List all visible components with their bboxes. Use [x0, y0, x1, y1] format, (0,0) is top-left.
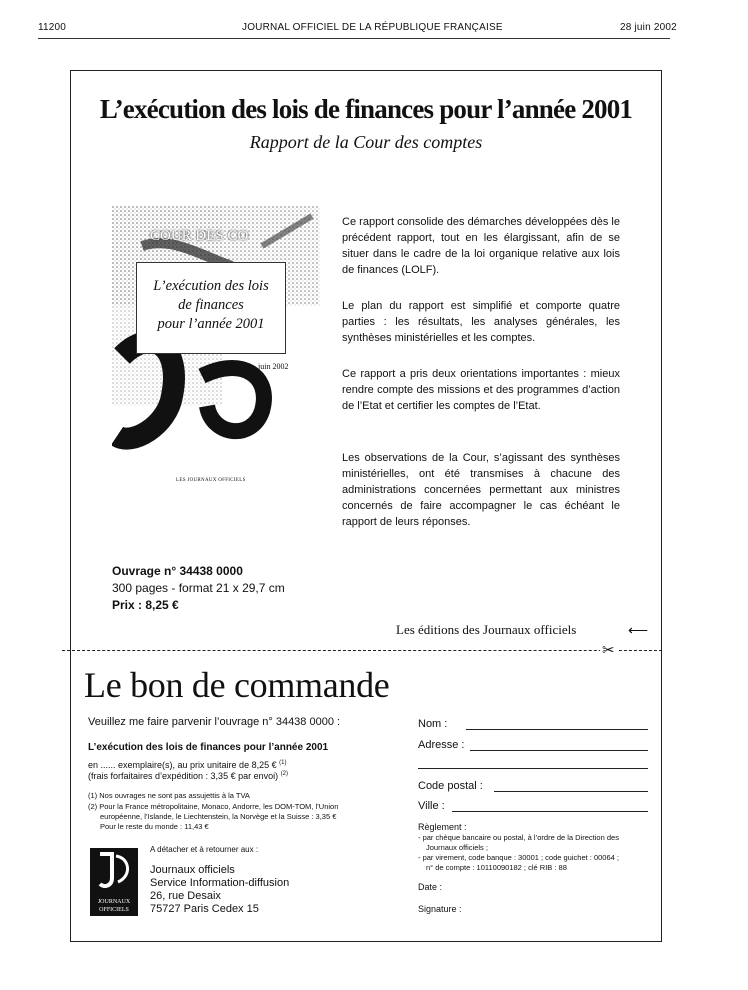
reglement-line-3: - par virement, code banque : 30001 ; code guichet : 00064 ; — [418, 853, 619, 862]
code-postal-label: Code postal : — [418, 780, 483, 792]
return-address — [150, 864, 289, 916]
logo-text-line2: OFFICIELS — [99, 907, 129, 913]
ville-field[interactable] — [452, 811, 648, 812]
shipping-note: (2) — [280, 771, 288, 777]
description-paragraph-1: Ce rapport consolide des démarches développées dès le précédent rapport, tout en les élargissant, afin de se situer dans le cadre de la loi organique relative aux lois de finances (LOLF). — [342, 216, 620, 276]
cover-date: juin 2002 — [258, 362, 289, 371]
reglement-line-1: - par chèque bancaire ou postal, à l’ordre de la Direction des — [418, 833, 619, 842]
adresse-field-line-2[interactable] — [418, 768, 648, 769]
footnote-2-line-3: Pour le reste du monde : 11,43 € — [100, 822, 209, 831]
scissors-icon: ✂ — [602, 642, 615, 659]
code-postal-field[interactable] — [494, 791, 648, 792]
logo-text-line1: JOURNAUX — [97, 899, 131, 905]
cover-publisher: LES JOURNAUX OFFICIELS — [176, 478, 246, 483]
shipping-text: (frais forfaitaires d’expédition : 3,35 € par envoi) — [88, 771, 279, 781]
cut-line — [62, 650, 662, 651]
cover-title-line2: de finances — [178, 297, 244, 313]
address-line-2: Service Information-diffusion — [150, 877, 290, 889]
header-date: 28 juin 2002 — [620, 22, 677, 33]
quantity-note: (1) — [279, 760, 287, 766]
cover-title-box — [136, 262, 286, 354]
adresse-field[interactable] — [470, 750, 648, 751]
order-form-title: Le bon de commande — [84, 665, 390, 705]
cover-title-line1: L’exécution des lois — [153, 278, 269, 294]
order-shipping-line — [88, 771, 288, 781]
description-paragraph-4: Les observations de la Cour, s’agissant des synthèses ministérielles, ont été transmises à chacune des administrations concernées permettant aux ministres concernés de faire accompagner le cas échéant le rapport de leurs réponses. — [342, 452, 620, 528]
description-paragraph-2: Le plan du rapport est simplifié et comporte quatre parties : les résultats, les analyses générales, les synthèses ministérielles et les comptes. — [342, 300, 620, 344]
editions-label: Les éditions des Journaux officiels — [396, 622, 577, 637]
address-line-3: 26, rue Desaix — [150, 890, 221, 902]
arrow-left-icon: ⟵ — [628, 622, 649, 638]
footnote-2-line-1: (2) Pour la France métropolitaine, Monaco, Andorre, les DOM-TOM, l’Union — [88, 802, 339, 811]
nom-field[interactable] — [466, 729, 648, 730]
footnote-1: (1) Nos ouvrages ne sont pas assujettis à la TVA — [88, 791, 250, 800]
signature-label: Signature : — [418, 904, 462, 914]
footnote-2-line-2: européenne, l’Islande, le Liechtenstein, la Norvège et la Suisse : 3,35 € — [100, 812, 337, 821]
announcement-title: L’exécution des lois de finances pour l’année 2001 — [99, 94, 633, 124]
journaux-officiels-logo — [90, 848, 138, 916]
adresse-label: Adresse : — [418, 739, 465, 751]
cover-top-text: COUR DES CO — [150, 228, 249, 244]
quantity-text: en ...... exemplaire(s), au prix unitaire de 8,25 € — [88, 760, 277, 770]
reglement-line-2: Journaux officiels ; — [426, 843, 488, 852]
journal-title: JOURNAL OFFICIEL DE LA RÉPUBLIQUE FRANÇAISE — [242, 22, 503, 33]
logo-text — [90, 898, 138, 914]
page-number: 11200 — [38, 22, 67, 33]
address-line-1: Journaux officiels — [150, 864, 235, 876]
ouvrage-format: 300 pages - format 21 x 29,7 cm — [112, 581, 285, 595]
ouvrage-number: Ouvrage n° 34438 0000 — [112, 564, 243, 578]
detach-instruction: A détacher et à retourner aux : — [150, 845, 259, 854]
logo-mark-icon — [90, 848, 138, 898]
order-request: Veuillez me faire parvenir l’ouvrage n° 34438 0000 : — [88, 716, 341, 728]
date-label: Date : — [418, 882, 443, 892]
ouvrage-price: Prix : 8,25 € — [112, 598, 179, 612]
ville-label: Ville : — [418, 800, 445, 812]
order-book-title: L’exécution des lois de finances pour l’année 2001 — [88, 742, 329, 753]
header-rule — [38, 38, 670, 39]
reglement-details — [418, 833, 658, 873]
reglement-label: Règlement : — [418, 822, 467, 832]
cover-title-line3: pour l’année 2001 — [157, 316, 265, 332]
description-paragraph-3: Ce rapport a pris deux orientations importantes : mieux rendre compte des missions et des programmes d’action de l’Etat et certifier les comptes de l’Etat. — [342, 368, 620, 412]
nom-label: Nom : — [418, 718, 448, 730]
order-quantity-line — [88, 760, 286, 770]
reglement-line-4: n° de compte : 10110090182 ; clé RIB : 88 — [426, 863, 567, 872]
announcement-subtitle: Rapport de la Cour des comptes — [249, 132, 483, 152]
address-line-4: 75727 Paris Cedex 15 — [150, 903, 259, 915]
